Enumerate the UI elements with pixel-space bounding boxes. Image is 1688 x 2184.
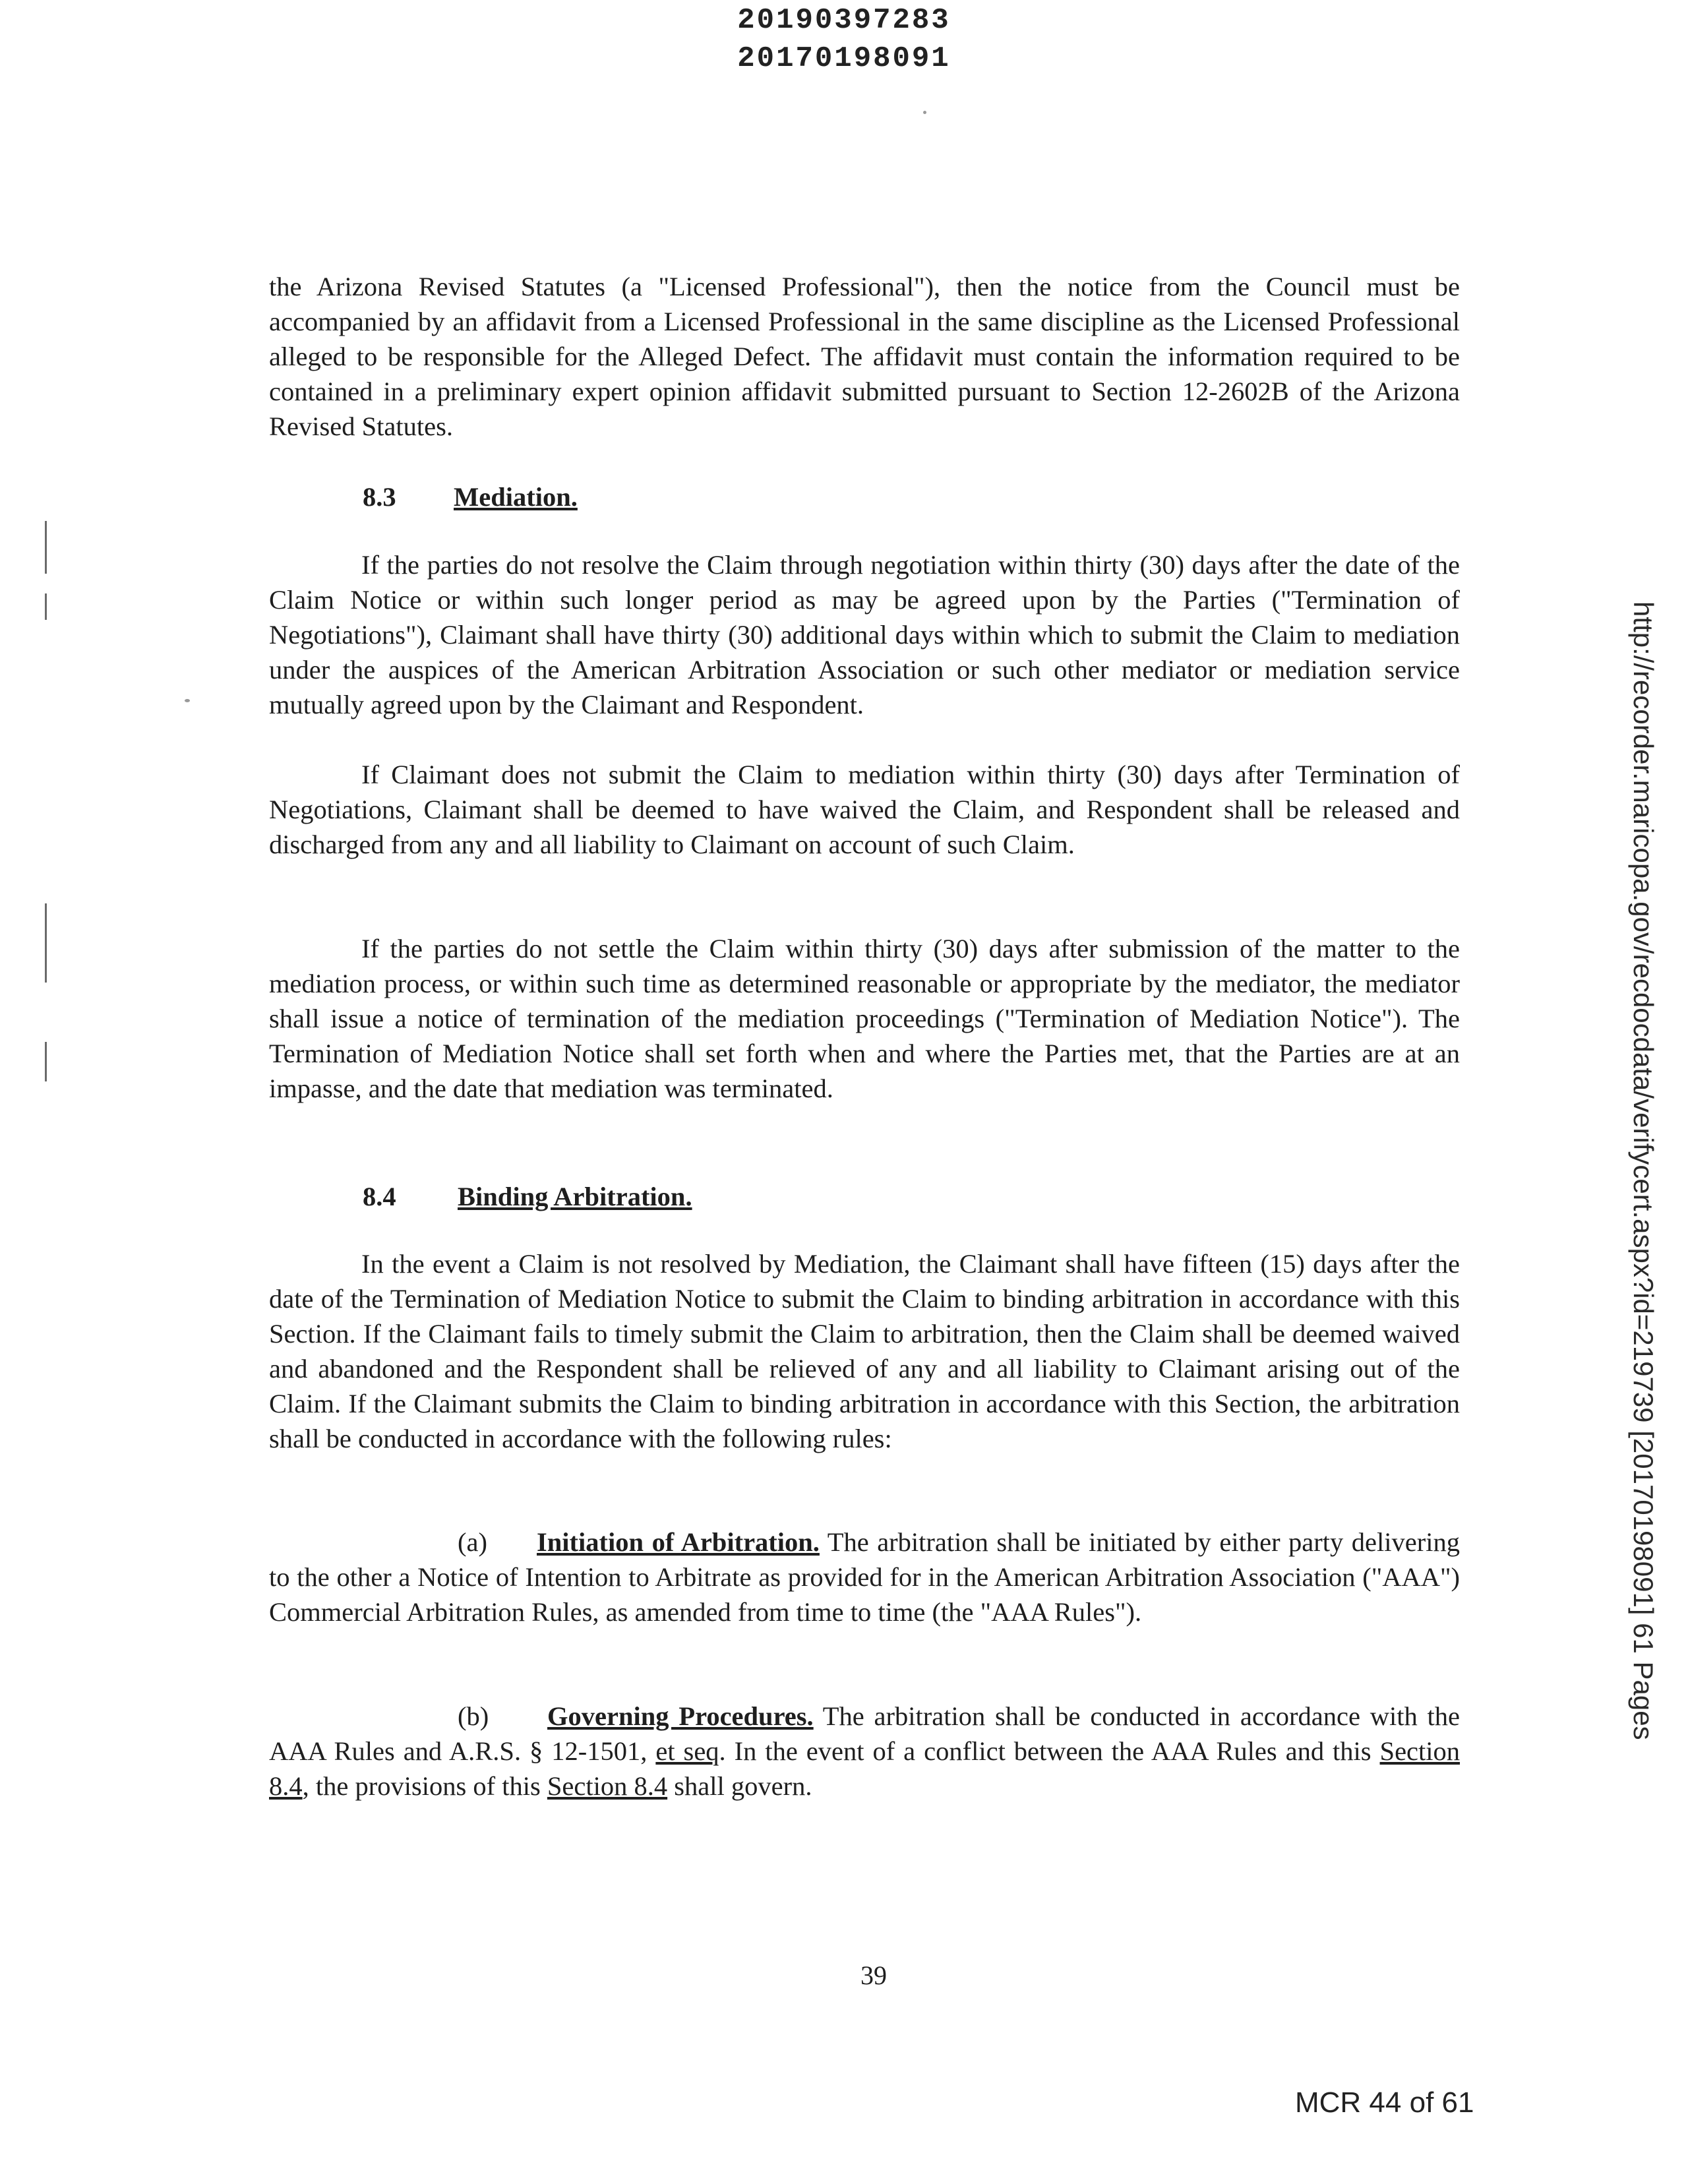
mediation-paragraph-2: If Claimant does not submit the Claim to mediation within thirty (30) days after Termination of Negotiations, Claimant shall be deemed to have waived the Claim, and Respondent shall be released and discharged from any and all liability to Claimant on account of such Claim. [269, 760, 1460, 859]
intro-paragraph: the Arizona Revised Statutes (a "Licensed Professional"), then the notice from the Council must be accompanied by an affidavit from a Licensed Professional in the same discipline as the Licensed Professional alleged to be responsible for the Alleged Defect. The affidavit must contain the information required to be contained in a preliminary expert opinion affidavit submitted pursuant to Section 12-2602B of the Arizona Revised Statutes. [269, 272, 1460, 441]
section-8-4-title: Binding Arbitration. [458, 1182, 692, 1211]
section-8-3-title: Mediation. [454, 482, 578, 512]
margin-mark [45, 1042, 47, 1081]
section-8-3-number: 8.3 [363, 482, 396, 512]
page-number: 39 [860, 1960, 887, 1990]
section-8-4-number: 8.4 [363, 1182, 396, 1211]
recording-number-bottom: 20170198091 [737, 42, 951, 75]
subsection-a [269, 1525, 1460, 1629]
subsection-a-text: The arbitration shall be initiated by either party delivering to the other a Notice of Intention to Arbitrate as provided for in the American Arbitration Association ("AAA") Commercial Arbitration Rules, as amended from time to time (the "AAA Rules"). [269, 1527, 1460, 1627]
subsection-a-label: (a) [458, 1527, 487, 1557]
et-seq-reference: et seq [655, 1736, 719, 1766]
scan-speck [185, 699, 190, 702]
section-reference: Section 8.4 [547, 1771, 668, 1801]
subsection-b [269, 1699, 1460, 1804]
section-reference: Section 8.4 [269, 1736, 1461, 1801]
recording-number-top: 20190397283 [737, 4, 951, 37]
mcr-page-label: MCR 44 of 61 [1295, 2086, 1474, 2119]
scan-speck [923, 111, 926, 114]
mediation-paragraph-3: If the parties do not settle the Claim within thirty (30) days after submission of the matter to the mediation process, or within such time as determined reasonable or appropriate by the mediator, the mediator shall issue a notice of termination of the mediation proceedings ("Termination of Mediation Notice"). The Termination of Mediation Notice shall set forth when and where the Parties met, that the Parties are at an impasse, and the date that mediation was terminated. [269, 934, 1460, 1103]
subsection-b-label: (b) [458, 1701, 489, 1731]
subsection-b-text-2: . In the event of a conflict between the AAA Rules and this [719, 1736, 1372, 1766]
subsection-b-text-1: The arbitration shall be conducted in accordance with the AAA Rules and A.R.S. § 12-1501, [269, 1701, 1461, 1766]
subsection-a-title: Initiation of Arbitration. [537, 1527, 820, 1557]
subsection-b-text-3: , the provisions of this [302, 1771, 541, 1801]
mediation-paragraph-1: If the parties do not resolve the Claim through negotiation within thirty (30) days after the date of the Claim Notice or within such longer period as may be agreed upon by the Parties ("Termination of Negotiations"), Claimant shall have thirty (30) additional days within which to submit the Claim to mediation under the auspices of the American Arbitration Association or such other mediator or mediation service mutually agreed upon by the Claimant and Respondent. [269, 550, 1460, 719]
verification-url: http://recorder.maricopa.gov/recdocdata/verifycert.aspx?id=219739 [20170198091] 61 Pages [1628, 601, 1659, 1740]
arbitration-paragraph: In the event a Claim is not resolved by Mediation, the Claimant shall have fifteen (15) days after the date of the Termination of Mediation Notice to submit the Claim to binding arbitration in accordance with this Section. If the Claimant fails to timely submit the Claim to arbitration, then the Claim shall be deemed waived and abandoned and the Respondent shall be relieved of any and all liability to Claimant arising out of the Claim. If the Claimant submits the Claim to binding arbitration in accordance with this Section, the arbitration shall be conducted in accordance with the following rules: [269, 1249, 1460, 1453]
margin-mark [45, 903, 47, 983]
margin-mark [45, 593, 47, 620]
subsection-b-text-4: shall govern. [674, 1771, 812, 1801]
subsection-b-title: Governing Procedures. [547, 1701, 814, 1731]
margin-mark [45, 521, 47, 574]
